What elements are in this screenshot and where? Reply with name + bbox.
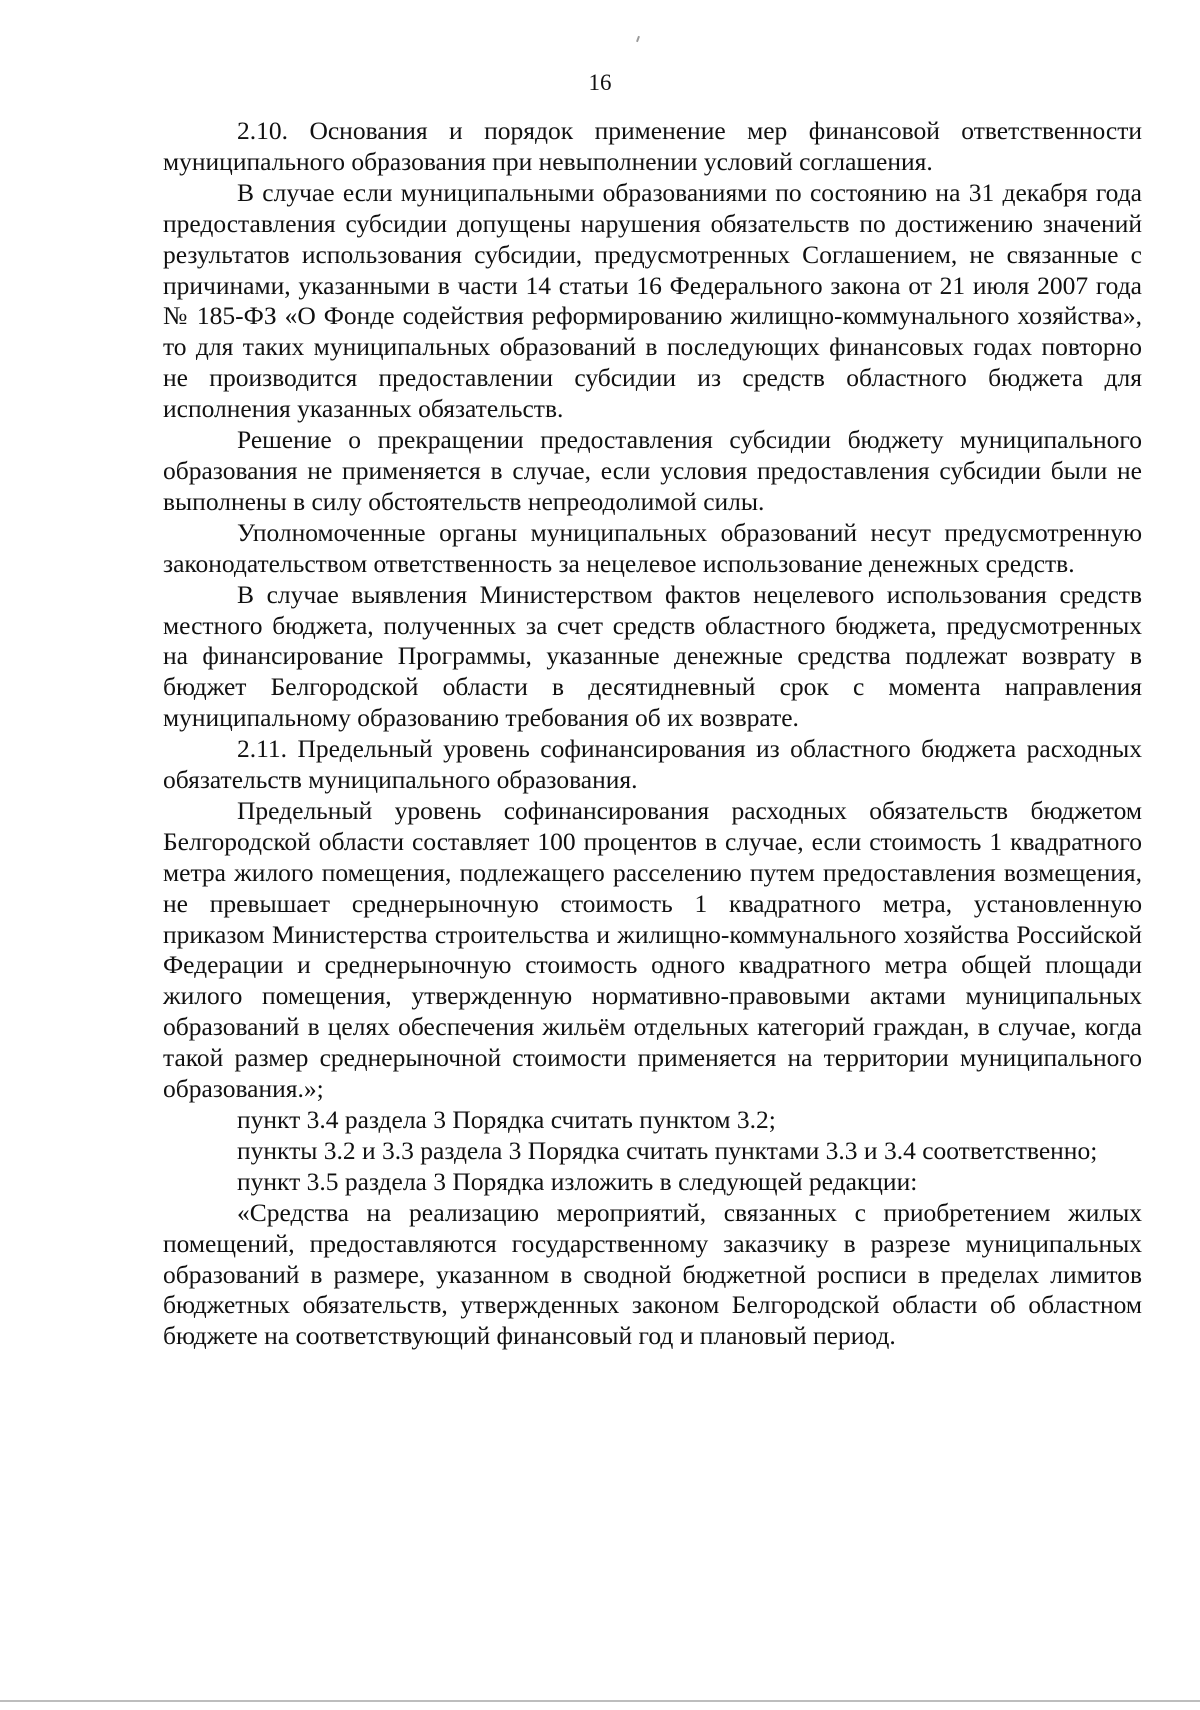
paragraph-section-2-10-heading: 2.10. Основания и порядок применение мер финансовой ответственности муниципального образования при невыполнении условий соглашения. [163,116,1142,176]
scan-speck [636,36,640,42]
paragraph-authorized-bodies: Уполномоченные органы муниципальных образований несут предусмотренную законодательством ответственность за нецелевое использование денежных средств. [163,517,1142,578]
paragraph-section-2-11-heading: 2.11. Предельный уровень софинансирования из областного бюджета расходных обязательств муниципального образования. [163,734,1142,795]
paragraph-items-3-2-3-3: пункты 3.2 и 3.3 раздела 3 Порядка считать пунктами 3.3 и 3.4 соответственно; [237,1135,1098,1165]
document-body [163,116,1142,1352]
paragraph-misuse-return: В случае выявления Министерством фактов нецелевого использования средств местного бюджета, полученных за счет средств областного бюджета, предусмотренных на финансирование Программы, указанные денежные средства подлежат возврату в бюджет Белгородской области в десятидневный срок с момента направления муниципальному образованию требования об их возврате. [163,579,1142,733]
scan-bottom-edge [0,1700,1200,1702]
paragraph-cofinancing-level: Предельный уровень софинансирования расходных обязательств бюджетом Белгородской области составляет 100 процентов в случае, если стоимость 1 квадратного метра жилого помещения, подлежащего расселению путем предоставления возмещения, не превышает среднерыночную стоимость 1 квадратного метра, установленную приказом Министерства строительства и жилищно-коммунального хозяйства Российской Федерации и среднерыночную стоимость одного квадратного метра общей площади жилого помещения, утвержденную нормативно-правовыми актами муниципальных образований в целях обеспечения жильём отдельных категорий граждан, в случае, когда такой размер среднерыночной стоимости применяется на территории муниципального образования.»; [163,795,1142,1104]
paragraph-obligation-violation: В случае если муниципальными образованиями по состоянию на 31 декабря года предоставления субсидии допущены нарушения обязательств по достижению значений результатов использования субсидии, предусмотренных Соглашением, не связанные с причинами, указанными в части 14 статьи 16 Федерального закона от 21 июля 2007 года № 185-ФЗ «О Фонде содействия реформированию жилищно-коммунального хозяйства», то для таких муниципальных образований в последующих финансовых годах повторно не производится предоставлении субсидии из средств областного бюджета для исполнения указанных обязательств. [163,177,1142,424]
paragraph-funds-provision: «Средства на реализацию мероприятий, связанных с приобретением жилых помещений, предоставляются государственному заказчику в разрезе муниципальных образований в размере, указанном в сводной бюджетной росписи в пределах лимитов бюджетных обязательств, утвержденных законом Белгородской области об областном бюджете на соответствующий финансовый год и плановый период. [163,1197,1142,1351]
paragraph-item-3-4: пункт 3.4 раздела 3 Порядка считать пунктом 3.2; [237,1105,776,1134]
page-number: 16 [588,70,612,95]
paragraph-force-majeure: Решение о прекращении предоставления субсидии бюджету муниципального образования не применяется в случае, если условия предоставления субсидии были не выполнены в силу обстоятельств непреодолимой силы. [163,425,1142,516]
paragraph-item-3-5: пункт 3.5 раздела 3 Порядка изложить в следующей редакции: [237,1166,918,1196]
